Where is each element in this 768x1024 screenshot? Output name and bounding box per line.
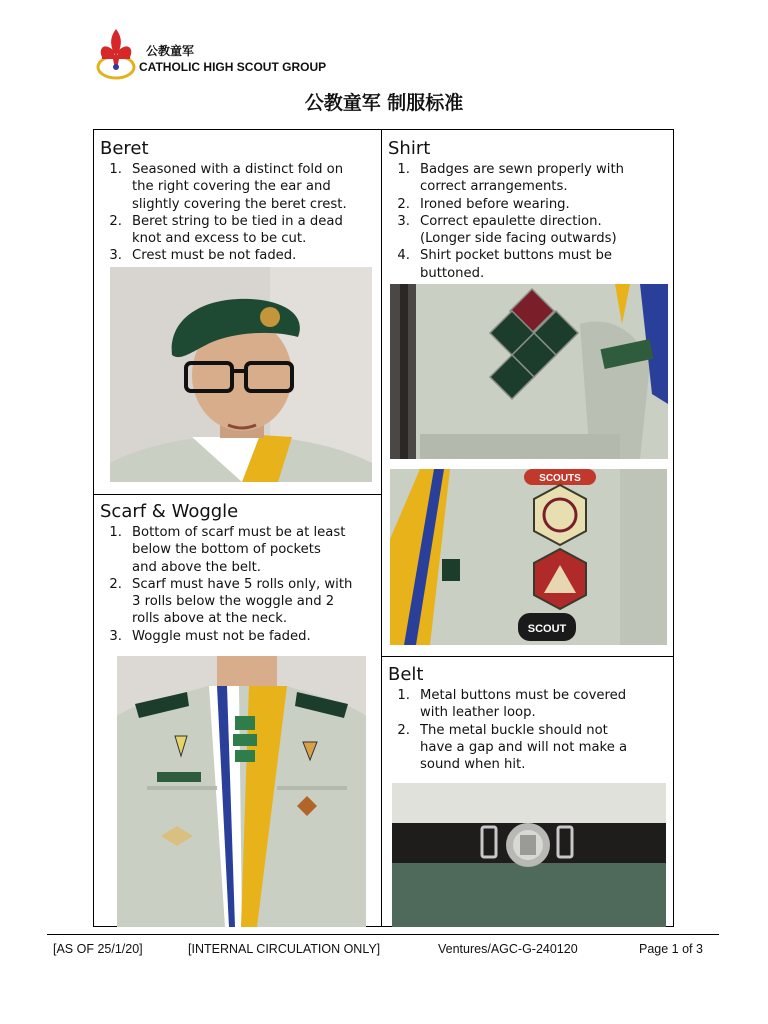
list-item: 2. Scarf must have 5 rolls only, with 3 rolls below the woggle and 2 rolls above at the neck. xyxy=(109,576,353,627)
belt-rules xyxy=(388,687,670,773)
beret-photo xyxy=(110,267,372,482)
list-item: 1. Badges are sewn properly with correct arrangements. xyxy=(397,162,625,195)
section-heading-beret: Beret xyxy=(100,138,149,159)
footer-reference: Ventures/AGC-G-240120 xyxy=(438,942,578,956)
list-item: 2. Ironed before wearing. xyxy=(397,196,570,212)
row-divider-right xyxy=(382,656,674,657)
list-item: 1. Seasoned with a distinct fold on the right covering the ear and slightly covering the beret crest. xyxy=(109,162,347,212)
uniform-standards-table xyxy=(93,129,674,927)
row-divider-left xyxy=(94,494,381,495)
list-item: 4. Shirt pocket buttons must be buttoned. xyxy=(397,248,612,281)
section-heading-belt: Belt xyxy=(388,664,424,685)
list-item: 2. Beret string to be tied in a dead knot and excess to be cut. xyxy=(109,213,343,247)
list-item: 3. Crest must be not faded. xyxy=(109,248,297,264)
shirt-section xyxy=(388,139,670,282)
scarf-woggle-photo xyxy=(117,656,366,927)
footer-circulation: [INTERNAL CIRCULATION ONLY] xyxy=(188,942,381,956)
footer-as-of: [AS OF 25/1/20] xyxy=(53,942,143,956)
list-item: 3. Woggle must not be faded. xyxy=(109,628,311,644)
shirt-sleeve-photo xyxy=(390,469,667,645)
scout-fleur-de-lis-logo-icon xyxy=(96,27,136,81)
organization-name-chinese: 公教童军 xyxy=(146,44,195,58)
section-heading-scarf-woggle: Scarf & Woggle xyxy=(100,501,239,522)
beret-rules xyxy=(100,161,376,265)
list-item: 3. Correct epaulette direction. (Longer side facing outwards) xyxy=(397,213,617,247)
organization-name-english: CATHOLIC HIGH SCOUT GROUP xyxy=(139,60,327,74)
scouts-patch-label: SCOUTS xyxy=(539,473,581,484)
list-item: 2. The metal buckle should not have a gap and will not make a sound when hit. xyxy=(397,722,628,773)
list-item: 1. Metal buttons must be covered with leather loop. xyxy=(397,688,627,721)
scout-patch-label: SCOUT xyxy=(527,623,567,635)
belt-section xyxy=(388,665,670,773)
shirt-badges-photo xyxy=(390,284,668,459)
footer-page-number: Page 1 of 3 xyxy=(639,942,703,956)
column-divider xyxy=(381,130,382,926)
list-item: 1. Bottom of scarf must be at least below the bottom of pockets and above the belt. xyxy=(109,525,346,575)
document-title: 公教童军 制服标准 xyxy=(304,92,464,114)
scarf-woggle-rules xyxy=(100,524,378,645)
scarf-woggle-section xyxy=(100,502,378,645)
belt-photo xyxy=(392,783,666,927)
beret-section xyxy=(100,139,376,265)
footer-divider xyxy=(47,934,719,935)
section-heading-shirt: Shirt xyxy=(388,138,431,159)
shirt-rules xyxy=(388,161,670,282)
